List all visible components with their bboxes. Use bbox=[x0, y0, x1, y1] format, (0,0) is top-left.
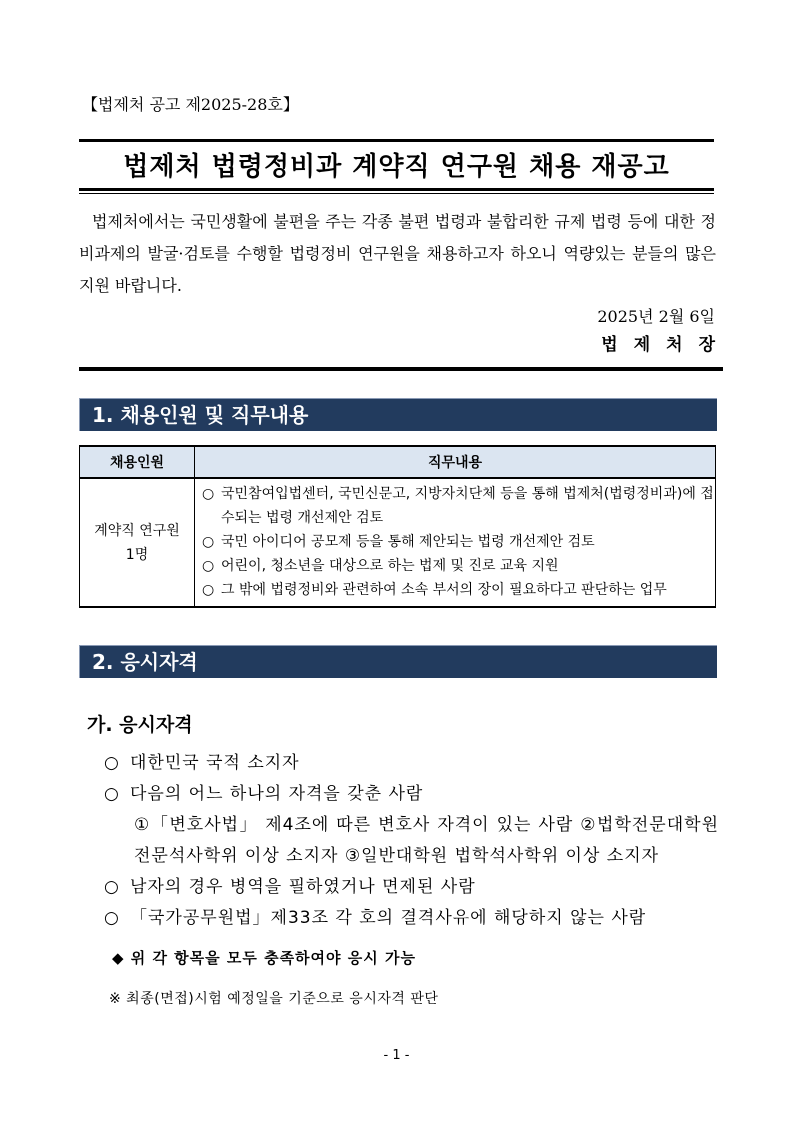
section-1-heading: 1. 채용인원 및 직무내용 bbox=[79, 398, 717, 431]
circle-bullet-icon: ○ bbox=[104, 753, 119, 773]
intro-paragraph: 법제처에서는 국민생활에 불편을 주는 각종 불편 법령과 불합리한 규제 법령 등에 대한 정비과제의 발굴·검토를 수행할 법령정비 연구원을 채용하고자 하오니 역량있는 분들의 많은 지원 바랍니다. bbox=[79, 212, 716, 295]
qualification-item: ○ 남자의 경우 병역을 필하였거나 면제된 사람 bbox=[104, 872, 719, 903]
duty-item: ○ 국민 아이디어 공모제 등을 통해 제안되는 법령 개선제안 검토 bbox=[198, 530, 715, 554]
table-row bbox=[80, 478, 716, 607]
position-count: 1명 bbox=[125, 546, 149, 563]
title-bottom-rule bbox=[79, 188, 714, 191]
circle-bullet-icon: ○ bbox=[202, 534, 215, 550]
section-divider bbox=[79, 367, 723, 371]
notice-number: 【법제처 공고 제2025-28호】 bbox=[82, 95, 299, 114]
title-top-rule bbox=[79, 139, 714, 142]
signer: 법제처장 bbox=[601, 335, 731, 355]
section-2-heading: 2. 응시자격 bbox=[79, 645, 717, 678]
subsection-heading: 가. 응시자격 bbox=[87, 714, 193, 736]
duty-item: ○ 국민참여입법센터, 국민신문고, 지방자치단체 등을 통해 법제처(법령정비과)에 접수되는 법령 개선제안 검토 bbox=[198, 482, 715, 530]
qualification-item: ○ 다음의 어느 하나의 자격을 갖춘 사람 bbox=[104, 779, 719, 810]
table-header-row bbox=[80, 446, 716, 478]
document-title: 법제처 법령정비과 계약직 연구원 채용 재공고 bbox=[123, 152, 670, 182]
announcement-date: 2025년 2월 6일 bbox=[597, 307, 715, 326]
circle-bullet-icon: ○ bbox=[104, 908, 119, 928]
table-header-duties: 직무내용 bbox=[195, 446, 716, 478]
duties-cell bbox=[195, 478, 716, 607]
qualification-list bbox=[104, 748, 719, 934]
circle-bullet-icon: ○ bbox=[202, 582, 215, 598]
circle-bullet-icon: ○ bbox=[104, 784, 119, 804]
qualification-detail: ①「변호사법」 제4조에 따른 변호사 자격이 있는 사람 ②법학전문대학원 전문석사학위 이상 소지자 ③일반대학원 법학석사학위 이상 소지자 bbox=[134, 815, 719, 866]
title-bottom-thin-rule bbox=[79, 193, 714, 194]
page-number: - 1 - bbox=[383, 1048, 410, 1063]
circle-bullet-icon: ○ bbox=[104, 877, 119, 897]
position-title: 계약직 연구원 bbox=[94, 522, 180, 539]
requirement-note: ◆ 위 각 항목을 모두 충족하여야 응시 가능 bbox=[112, 949, 416, 967]
circle-bullet-icon: ○ bbox=[202, 486, 215, 502]
eligibility-note: ※ 최종(면접)시험 예정일을 기준으로 응시자격 판단 bbox=[109, 991, 439, 1007]
duty-item: ○ 그 밖에 법령정비와 관련하여 소속 부서의 장이 필요하다고 판단하는 업무 bbox=[198, 578, 715, 602]
recruitment-table bbox=[79, 445, 716, 608]
position-cell bbox=[80, 478, 195, 607]
table-header-headcount: 채용인원 bbox=[80, 446, 195, 478]
qualification-item: ○ 「국가공무원법」제33조 각 호의 결격사유에 해당하지 않는 사람 bbox=[104, 903, 719, 934]
qualification-item: ○ 대한민국 국적 소지자 bbox=[104, 748, 719, 779]
duty-item: ○ 어린이, 청소년을 대상으로 하는 법제 및 진로 교육 지원 bbox=[198, 554, 715, 578]
circle-bullet-icon: ○ bbox=[202, 558, 215, 574]
